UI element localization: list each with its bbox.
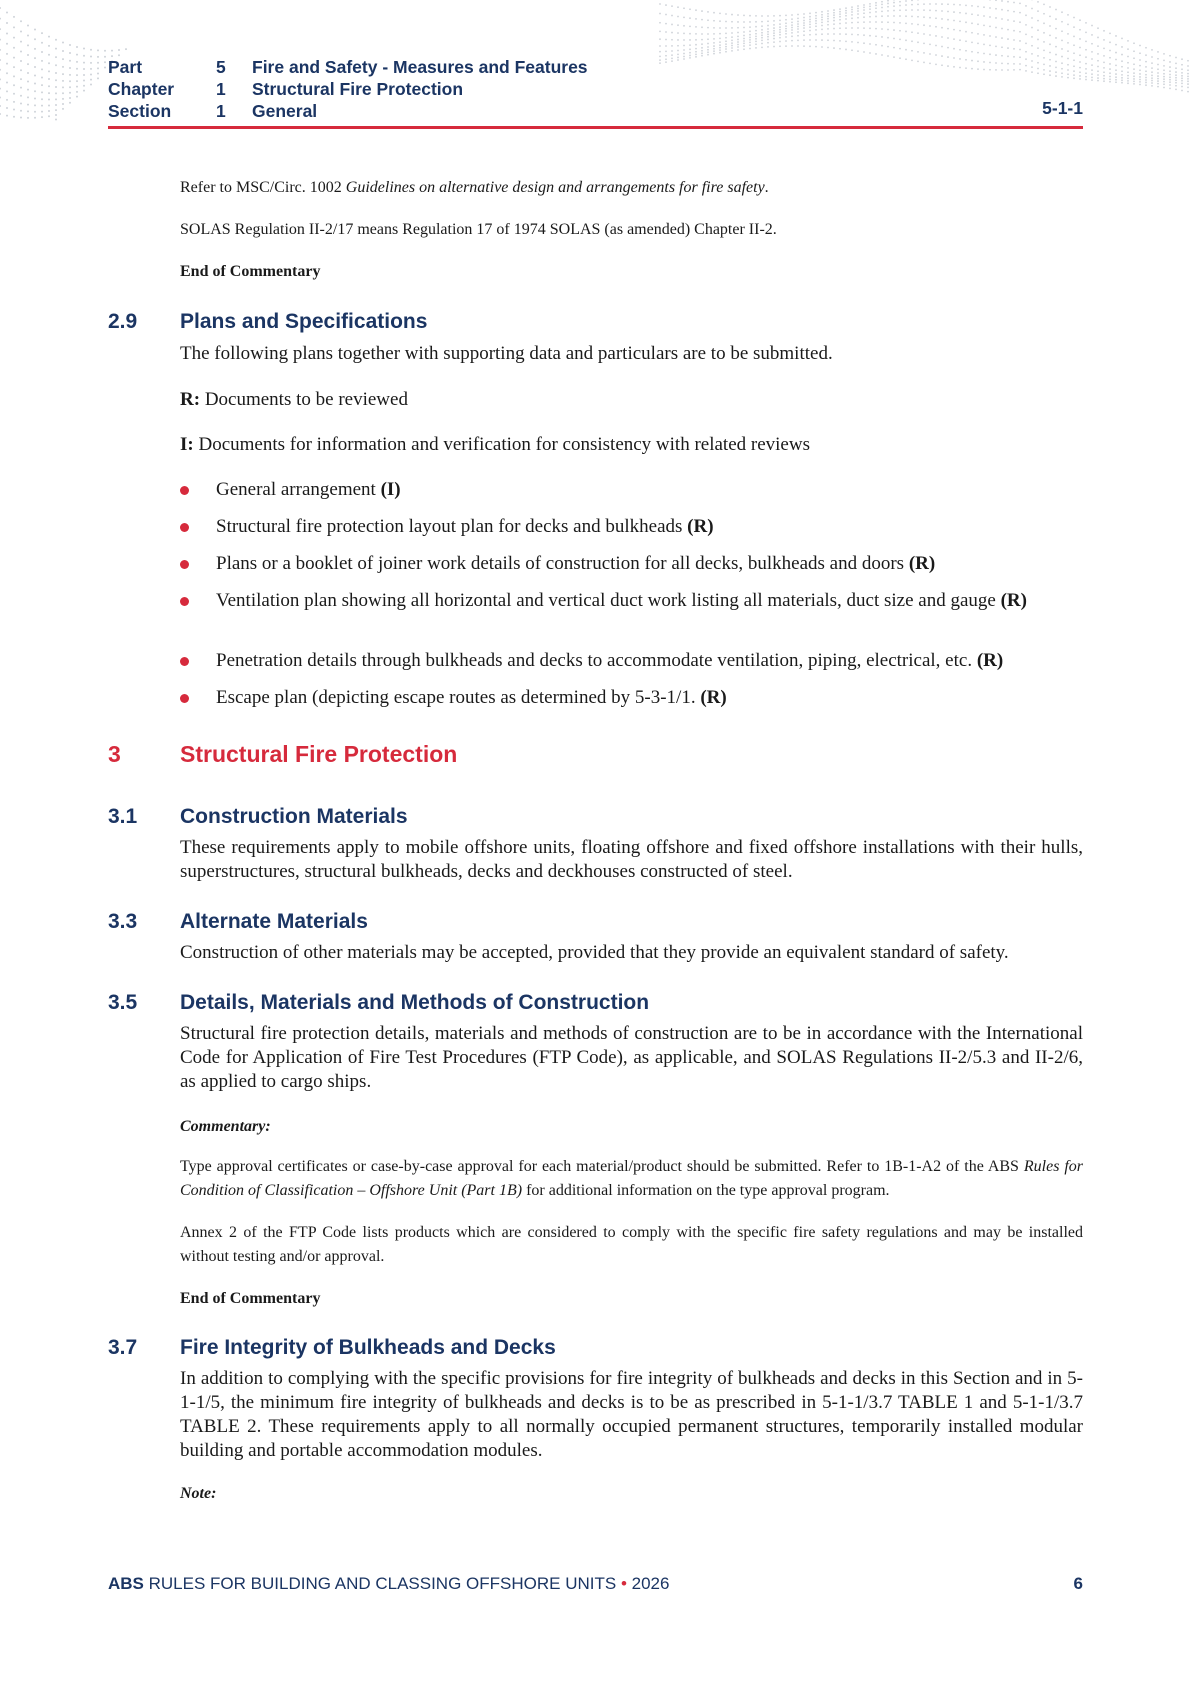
- footer-title: ABS RULES FOR BUILDING AND CLASSING OFFSHORE UNITS • 2026: [108, 1574, 670, 1593]
- list-item: Ventilation plan showing all horizontal and vertical duct work listing all materials, duct size and gauge (R): [180, 589, 1083, 613]
- header-title: General: [252, 101, 318, 121]
- section-number: 3.1: [108, 805, 138, 828]
- header-title: Fire and Safety - Measures and Features: [252, 57, 588, 77]
- header-number: 5: [216, 57, 226, 77]
- section-number: 3.5: [108, 991, 138, 1014]
- bullet-icon: [180, 560, 189, 569]
- header-title: Structural Fire Protection: [252, 79, 464, 99]
- bullet-icon: [180, 694, 189, 703]
- section-title: Details, Materials and Methods of Construction: [180, 991, 650, 1014]
- list-item: General arrangement (I): [180, 478, 1083, 502]
- bullet-icon: [180, 657, 189, 666]
- commentary-reference: Refer to MSC/Circ. 1002 Guidelines on alternative design and arrangements for fire safety.: [180, 179, 769, 196]
- decorative-wave-pattern: [0, 0, 1191, 130]
- header-number: 1: [216, 79, 226, 99]
- footer-brand: ABS: [108, 1574, 144, 1593]
- bullet-icon: [180, 597, 189, 606]
- legend-reviewed: R: Documents to be reviewed: [180, 389, 408, 410]
- bullet-icon: [180, 523, 189, 532]
- section-body: These requirements apply to mobile offshore units, floating offshore and fixed offshore installations with their hulls, superstructures, structural bulkheads, decks and deckhouses constructed of steel.: [180, 837, 1083, 882]
- section-body: Structural fire protection details, materials and methods of construction are to be in accordance with the International Code for Application of Fire Test Procedures (FTP Code), as applicable, and SOLAS Regulations II-2/5.3 and II-2/6, as applied to cargo ships.: [180, 1023, 1083, 1092]
- section-intro: The following plans together with supporting data and particulars are to be submitted.: [180, 343, 833, 364]
- bullet-icon: [180, 486, 189, 495]
- note-label: Note:: [180, 1485, 217, 1502]
- commentary-solas: SOLAS Regulation II-2/17 means Regulation 17 of 1974 SOLAS (as amended) Chapter II-2.: [180, 221, 777, 238]
- section-number: 3.3: [108, 910, 138, 933]
- chapter-title: Structural Fire Protection: [180, 741, 458, 767]
- list-item: Penetration details through bulkheads and decks to accommodate ventilation, piping, electrical, etc. (R): [180, 649, 1083, 673]
- footer-separator: •: [620, 1574, 627, 1593]
- header-label: Part: [108, 57, 143, 77]
- commentary-label: Commentary:: [180, 1118, 271, 1135]
- header-reference: 5-1-1: [1042, 98, 1083, 118]
- chapter-number: 3: [108, 741, 121, 767]
- header-divider: [108, 126, 1083, 129]
- section-number: 2.9: [108, 310, 138, 333]
- guideline-title: Guidelines on alternative design and arrangements for fire safety: [345, 179, 765, 196]
- section-title: Plans and Specifications: [180, 310, 428, 333]
- header-number: 1: [216, 101, 226, 121]
- header-label: Chapter: [108, 79, 175, 99]
- legend-information: I: Documents for information and verification for consistency with related reviews: [180, 434, 810, 455]
- end-of-commentary: End of Commentary: [180, 263, 321, 280]
- section-body: In addition to complying with the specific provisions for fire integrity of bulkheads and decks in this Section and in 5-1-1/5, the minimum fire integrity of bulkheads and decks is to be as prescribed in 5-1-1/3.7 TABLE 1 and 5-1-1/3.7 TABLE 2. These requirements apply to all normally occupied permanent structures, temporarily installed modular building and portable accommodation modules.: [180, 1368, 1083, 1461]
- list-item: Plans or a booklet of joiner work details of construction for all decks, bulkheads and doors (R): [180, 552, 1083, 576]
- rules-title: Rules for Condition of Classification – Offshore Unit (Part 1B): [180, 1158, 1084, 1199]
- end-of-commentary: End of Commentary: [180, 1290, 321, 1307]
- list-item: Structural fire protection layout plan for decks and bulkheads (R): [180, 515, 1083, 539]
- page-number: 6: [1073, 1574, 1083, 1593]
- section-body: Construction of other materials may be accepted, provided that they provide an equivalent standard of safety.: [180, 942, 1009, 963]
- list-item: Escape plan (depicting escape routes as determined by 5-3-1/1. (R): [180, 686, 1083, 710]
- commentary-type-approval: Type approval certificates or case-by-case approval for each material/product should be submitted. Refer to 1B-1-A2 of the ABS Rules for Condition of Classification – Offshore Unit (Part 1B) for additional information on the type approval program.: [180, 1158, 1084, 1199]
- section-number: 3.7: [108, 1336, 138, 1359]
- section-title: Construction Materials: [180, 805, 408, 828]
- section-title: Fire Integrity of Bulkheads and Decks: [180, 1336, 556, 1359]
- section-title: Alternate Materials: [180, 910, 368, 933]
- commentary-annex: Annex 2 of the FTP Code lists products which are considered to comply with the specific fire safety regulations and may be installed without testing and/or approval.: [180, 1224, 1083, 1265]
- header-label: Section: [108, 101, 172, 121]
